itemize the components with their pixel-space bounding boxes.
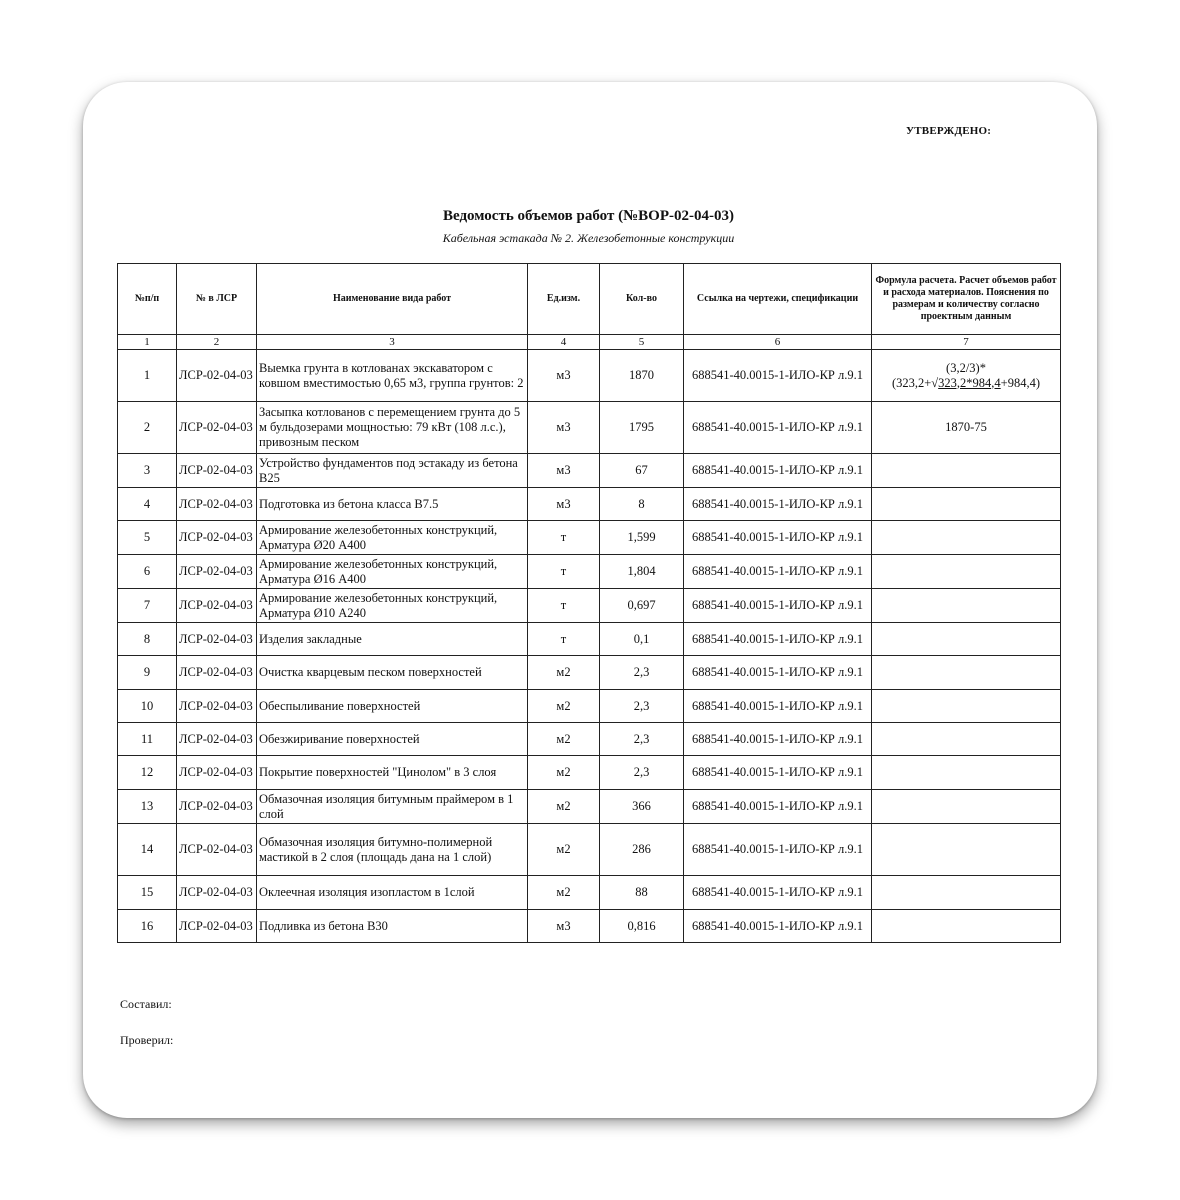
unit: м3 (528, 454, 600, 488)
quantity: 1,804 (600, 555, 684, 589)
quantity: 2,3 (600, 690, 684, 723)
formula-part: 323,2*984,4 (938, 375, 1001, 390)
calculation-formula (872, 723, 1061, 756)
lsr-code: ЛСР-02-04-03 (177, 589, 257, 623)
unit: м3 (528, 402, 600, 454)
column-number: 2 (177, 335, 257, 350)
table-row (118, 589, 1061, 623)
lsr-code: ЛСР-02-04-03 (177, 824, 257, 876)
unit: м3 (528, 910, 600, 943)
work-name: Очистка кварцевым песком поверхностей (257, 656, 528, 690)
calculation-formula (872, 350, 1061, 402)
unit: м2 (528, 824, 600, 876)
table-row (118, 402, 1061, 454)
calculation-formula (872, 454, 1061, 488)
calculation-formula (872, 488, 1061, 521)
work-name: Оклеечная изоляция изопластом в 1слой (257, 876, 528, 910)
drawing-reference: 688541-40.0015-1-ИЛО-КР л.9.1 (684, 790, 872, 824)
drawing-reference: 688541-40.0015-1-ИЛО-КР л.9.1 (684, 656, 872, 690)
formula-part: +984,4) (1000, 375, 1041, 390)
drawing-reference: 688541-40.0015-1-ИЛО-КР л.9.1 (684, 350, 872, 402)
header-name: Наименование вида работ (257, 264, 528, 335)
row-number: 6 (118, 555, 177, 589)
drawing-reference: 688541-40.0015-1-ИЛО-КР л.9.1 (684, 723, 872, 756)
row-number: 12 (118, 756, 177, 790)
calculation-formula (872, 690, 1061, 723)
calculation-formula (872, 521, 1061, 555)
calculation-formula (872, 876, 1061, 910)
drawing-reference: 688541-40.0015-1-ИЛО-КР л.9.1 (684, 454, 872, 488)
work-name: Обеспыливание поверхностей (257, 690, 528, 723)
document-subtitle: Кабельная эстакада № 2. Железобетонные конструкции (442, 231, 735, 245)
row-number: 3 (118, 454, 177, 488)
quantity: 1795 (600, 402, 684, 454)
unit: м2 (528, 876, 600, 910)
work-name: Обмазочная изоляция битумно-полимерной мастикой в 2 слоя (площадь дана на 1 слой) (257, 824, 528, 876)
column-number: 6 (684, 335, 872, 350)
lsr-code: ЛСР-02-04-03 (177, 350, 257, 402)
table-row (118, 623, 1061, 656)
volume-table (117, 263, 1061, 943)
column-number: 5 (600, 335, 684, 350)
lsr-code: ЛСР-02-04-03 (177, 790, 257, 824)
quantity: 0,816 (600, 910, 684, 943)
work-name: Подготовка из бетона класса В7.5 (257, 488, 528, 521)
row-number: 13 (118, 790, 177, 824)
quantity: 2,3 (600, 656, 684, 690)
lsr-code: ЛСР-02-04-03 (177, 555, 257, 589)
column-number: 7 (872, 335, 1061, 350)
lsr-code: ЛСР-02-04-03 (177, 876, 257, 910)
table-row (118, 555, 1061, 589)
work-name: Покрытие поверхностей "Цинолом" в 3 слоя (257, 756, 528, 790)
quantity: 8 (600, 488, 684, 521)
unit: м3 (528, 350, 600, 402)
header-unit: Ед.изм. (528, 264, 600, 335)
column-number: 3 (257, 335, 528, 350)
row-number: 11 (118, 723, 177, 756)
calculation-formula (872, 790, 1061, 824)
lsr-code: ЛСР-02-04-03 (177, 623, 257, 656)
row-number: 5 (118, 521, 177, 555)
lsr-code: ЛСР-02-04-03 (177, 690, 257, 723)
header-qty: Кол-во (600, 264, 684, 335)
table-row (118, 790, 1061, 824)
table-row (118, 910, 1061, 943)
quantity: 67 (600, 454, 684, 488)
row-number: 14 (118, 824, 177, 876)
formula-part: (3,2/3)*(323,2+√ (891, 360, 986, 390)
unit: м2 (528, 690, 600, 723)
header-num: №п/п (118, 264, 177, 335)
drawing-reference: 688541-40.0015-1-ИЛО-КР л.9.1 (684, 910, 872, 943)
header-row (118, 264, 1061, 335)
work-name: Подливка из бетона В30 (257, 910, 528, 943)
lsr-code: ЛСР-02-04-03 (177, 454, 257, 488)
quantity: 366 (600, 790, 684, 824)
drawing-reference: 688541-40.0015-1-ИЛО-КР л.9.1 (684, 402, 872, 454)
row-number: 4 (118, 488, 177, 521)
unit: т (528, 589, 600, 623)
drawing-reference: 688541-40.0015-1-ИЛО-КР л.9.1 (684, 756, 872, 790)
lsr-code: ЛСР-02-04-03 (177, 910, 257, 943)
work-name: Обмазочная изоляция битумным праймером в 1 слой (257, 790, 528, 824)
quantity: 88 (600, 876, 684, 910)
quantity: 1870 (600, 350, 684, 402)
document-title: Ведомость объемов работ (№ВОР-02-04-03) (443, 208, 734, 224)
compiled-by-label: Составил: (120, 997, 172, 1011)
table-row (118, 350, 1061, 402)
work-name: Армирование железобетонных конструкций, Арматура Ø20 А400 (257, 521, 528, 555)
work-name: Выемка грунта в котлованах экскаватором с ковшом вместимостью 0,65 м3, группа грунтов: 2 (257, 350, 528, 402)
unit: м2 (528, 656, 600, 690)
table-row (118, 656, 1061, 690)
drawing-reference: 688541-40.0015-1-ИЛО-КР л.9.1 (684, 690, 872, 723)
table-row (118, 521, 1061, 555)
calculation-formula (872, 555, 1061, 589)
drawing-reference: 688541-40.0015-1-ИЛО-КР л.9.1 (684, 876, 872, 910)
work-name: Засыпка котлованов с перемещением грунта до 5 м бульдозерами мощностью: 79 кВт (108 л.с.), привозным песком (257, 402, 528, 454)
lsr-code: ЛСР-02-04-03 (177, 723, 257, 756)
quantity: 286 (600, 824, 684, 876)
column-number: 1 (118, 335, 177, 350)
lsr-code: ЛСР-02-04-03 (177, 521, 257, 555)
checked-by-label: Проверил: (120, 1033, 174, 1047)
drawing-reference: 688541-40.0015-1-ИЛО-КР л.9.1 (684, 589, 872, 623)
quantity: 0,1 (600, 623, 684, 656)
drawing-reference: 688541-40.0015-1-ИЛО-КР л.9.1 (684, 824, 872, 876)
drawing-reference: 688541-40.0015-1-ИЛО-КР л.9.1 (684, 488, 872, 521)
row-number: 8 (118, 623, 177, 656)
row-number: 1 (118, 350, 177, 402)
drawing-reference: 688541-40.0015-1-ИЛО-КР л.9.1 (684, 521, 872, 555)
unit: м3 (528, 488, 600, 521)
table-body (118, 350, 1061, 943)
drawing-reference: 688541-40.0015-1-ИЛО-КР л.9.1 (684, 623, 872, 656)
calculation-formula (872, 623, 1061, 656)
unit: т (528, 555, 600, 589)
work-name: Изделия закладные (257, 623, 528, 656)
lsr-code: ЛСР-02-04-03 (177, 656, 257, 690)
table-row (118, 723, 1061, 756)
row-number: 9 (118, 656, 177, 690)
calculation-formula (872, 824, 1061, 876)
quantity: 2,3 (600, 756, 684, 790)
calculation-formula (872, 756, 1061, 790)
row-number: 2 (118, 402, 177, 454)
quantity: 2,3 (600, 723, 684, 756)
approved-label: УТВЕРЖДЕНО: (906, 125, 992, 137)
table-row (118, 876, 1061, 910)
calculation-formula (872, 656, 1061, 690)
row-number: 10 (118, 690, 177, 723)
lsr-code: ЛСР-02-04-03 (177, 488, 257, 521)
drawing-reference: 688541-40.0015-1-ИЛО-КР л.9.1 (684, 555, 872, 589)
column-number-row (118, 335, 1061, 350)
header-formula: Формула расчета. Расчет объемов работ и расхода материалов. Пояснения по размерам и количеству согласно проектным данным (872, 264, 1061, 335)
quantity: 1,599 (600, 521, 684, 555)
calculation-formula (872, 910, 1061, 943)
lsr-code: ЛСР-02-04-03 (177, 756, 257, 790)
header-ref: Ссылка на чертежи, спецификации (684, 264, 872, 335)
unit: т (528, 521, 600, 555)
table-row (118, 488, 1061, 521)
calculation-formula: 1870-75 (872, 402, 1061, 454)
unit: м2 (528, 756, 600, 790)
table-row (118, 824, 1061, 876)
column-number: 4 (528, 335, 600, 350)
unit: м2 (528, 790, 600, 824)
row-number: 15 (118, 876, 177, 910)
work-name: Армирование железобетонных конструкций, Арматура Ø10 А240 (257, 589, 528, 623)
unit: т (528, 623, 600, 656)
table-row (118, 756, 1061, 790)
row-number: 7 (118, 589, 177, 623)
lsr-code: ЛСР-02-04-03 (177, 402, 257, 454)
quantity: 0,697 (600, 589, 684, 623)
work-name: Устройство фундаментов под эстакаду из бетона В25 (257, 454, 528, 488)
row-number: 16 (118, 910, 177, 943)
table-row (118, 690, 1061, 723)
work-name: Армирование железобетонных конструкций, Арматура Ø16 А400 (257, 555, 528, 589)
work-name: Обезжиривание поверхностей (257, 723, 528, 756)
unit: м2 (528, 723, 600, 756)
table-row (118, 454, 1061, 488)
header-lsr: № в ЛСР (177, 264, 257, 335)
calculation-formula (872, 589, 1061, 623)
